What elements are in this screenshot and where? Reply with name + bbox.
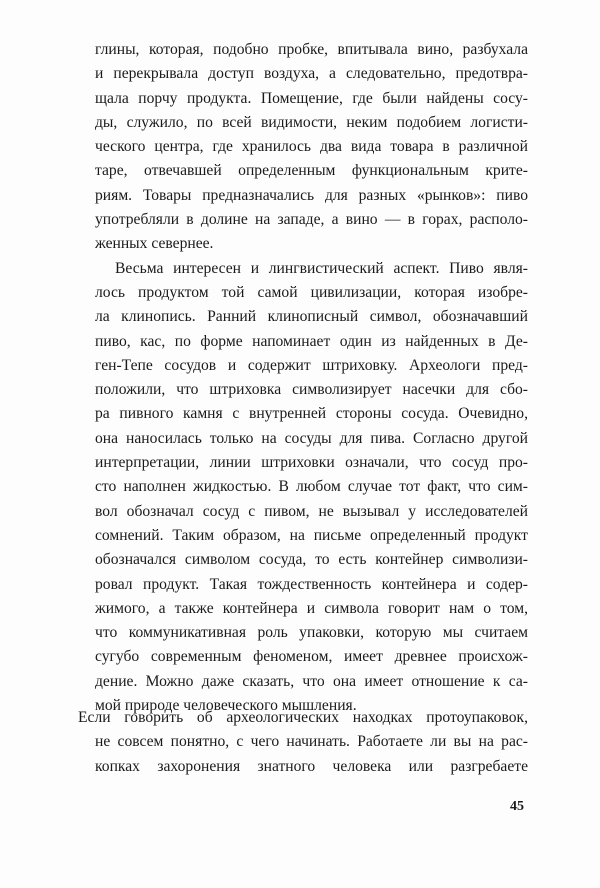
text-line: ческого центра, где хранилось два вида товара в различной xyxy=(95,138,528,156)
text-line: что коммуникативная роль упаковки, которую мы считаем xyxy=(95,624,528,642)
text-line: положили, что штриховка символизирует насечки для сбо- xyxy=(95,381,528,399)
text-line: ды, служило, по всей видимости, неким подобием логисти- xyxy=(95,113,528,131)
text-line: она наносилась только на сосуды для пива. Согласно другой xyxy=(95,429,528,447)
text-line: Весьма интересен и лингвистический аспект. Пиво явля- xyxy=(115,259,528,277)
text-line: ла клинопись. Ранний клинописный символ, обозначавший xyxy=(95,308,528,326)
text-line: вол обозначал сосуд с пивом, не вызывал у исследователей xyxy=(95,502,528,520)
text-line: таре, отвечавшей определенным функциональным крите- xyxy=(95,162,528,180)
text-line: сомнений. Таким образом, на письме определенный продукт xyxy=(95,526,528,544)
text-line: ра пивного камня с внутренней стороны сосуда. Очевидно, xyxy=(95,405,528,423)
text-line: дение. Можно даже сказать, что она имеет отношение к са- xyxy=(95,672,528,690)
text-line: сто наполнен жидкостью. В любом случае тот факт, что сим- xyxy=(95,478,528,496)
text-line: щала порчу продукта. Помещение, где были найдены сосу- xyxy=(95,89,528,107)
text-line: жимого, а также контейнера и символа говорит нам о том, xyxy=(95,599,528,617)
text-line: глины, которая, подобно пробке, впитывала вино, разбухала xyxy=(95,41,528,58)
text-line: ровал продукт. Такая тождественность контейнера и содер- xyxy=(95,575,528,593)
section-paragraph xyxy=(78,706,528,779)
text-line: и перекрывала доступ воздуха, а следовательно, предотвра- xyxy=(95,65,528,83)
text-line: употребляли в долине на западе, а вино — в горах, располо- xyxy=(95,211,528,229)
text-line: интерпретации, линии штриховки означали, что сосуд про- xyxy=(95,454,528,472)
text-line: сугубо современным феноменом, имеет древнее происхож- xyxy=(95,648,528,666)
text-line: Если говорить об археологических находках протоупаковок, xyxy=(78,709,528,726)
text-line: копках захоронения знатного человека или разгребаете xyxy=(95,757,528,775)
text-line: ген-Тепе сосудов и содержит штриховку. Археологи пред- xyxy=(95,356,528,374)
text-line: обозначался символом сосуда, то есть контейнер символизи- xyxy=(95,551,528,569)
text-line: риям. Товары предназначались для разных «рынков»: пиво xyxy=(95,186,528,204)
text-line: не совсем понятно, с чего начинать. Работаете ли вы на рас- xyxy=(95,733,528,751)
text-line: мой природе человеческого мышления. xyxy=(95,697,357,715)
page-number: 45 xyxy=(510,799,524,814)
text-line: пиво, кас, по форме напоминает один из найденных в Де- xyxy=(95,332,528,350)
text-line: женных севернее. xyxy=(95,235,214,253)
text-line: лось продуктом той самой цивилизации, которая изобре- xyxy=(95,283,528,301)
body-text xyxy=(95,38,528,718)
